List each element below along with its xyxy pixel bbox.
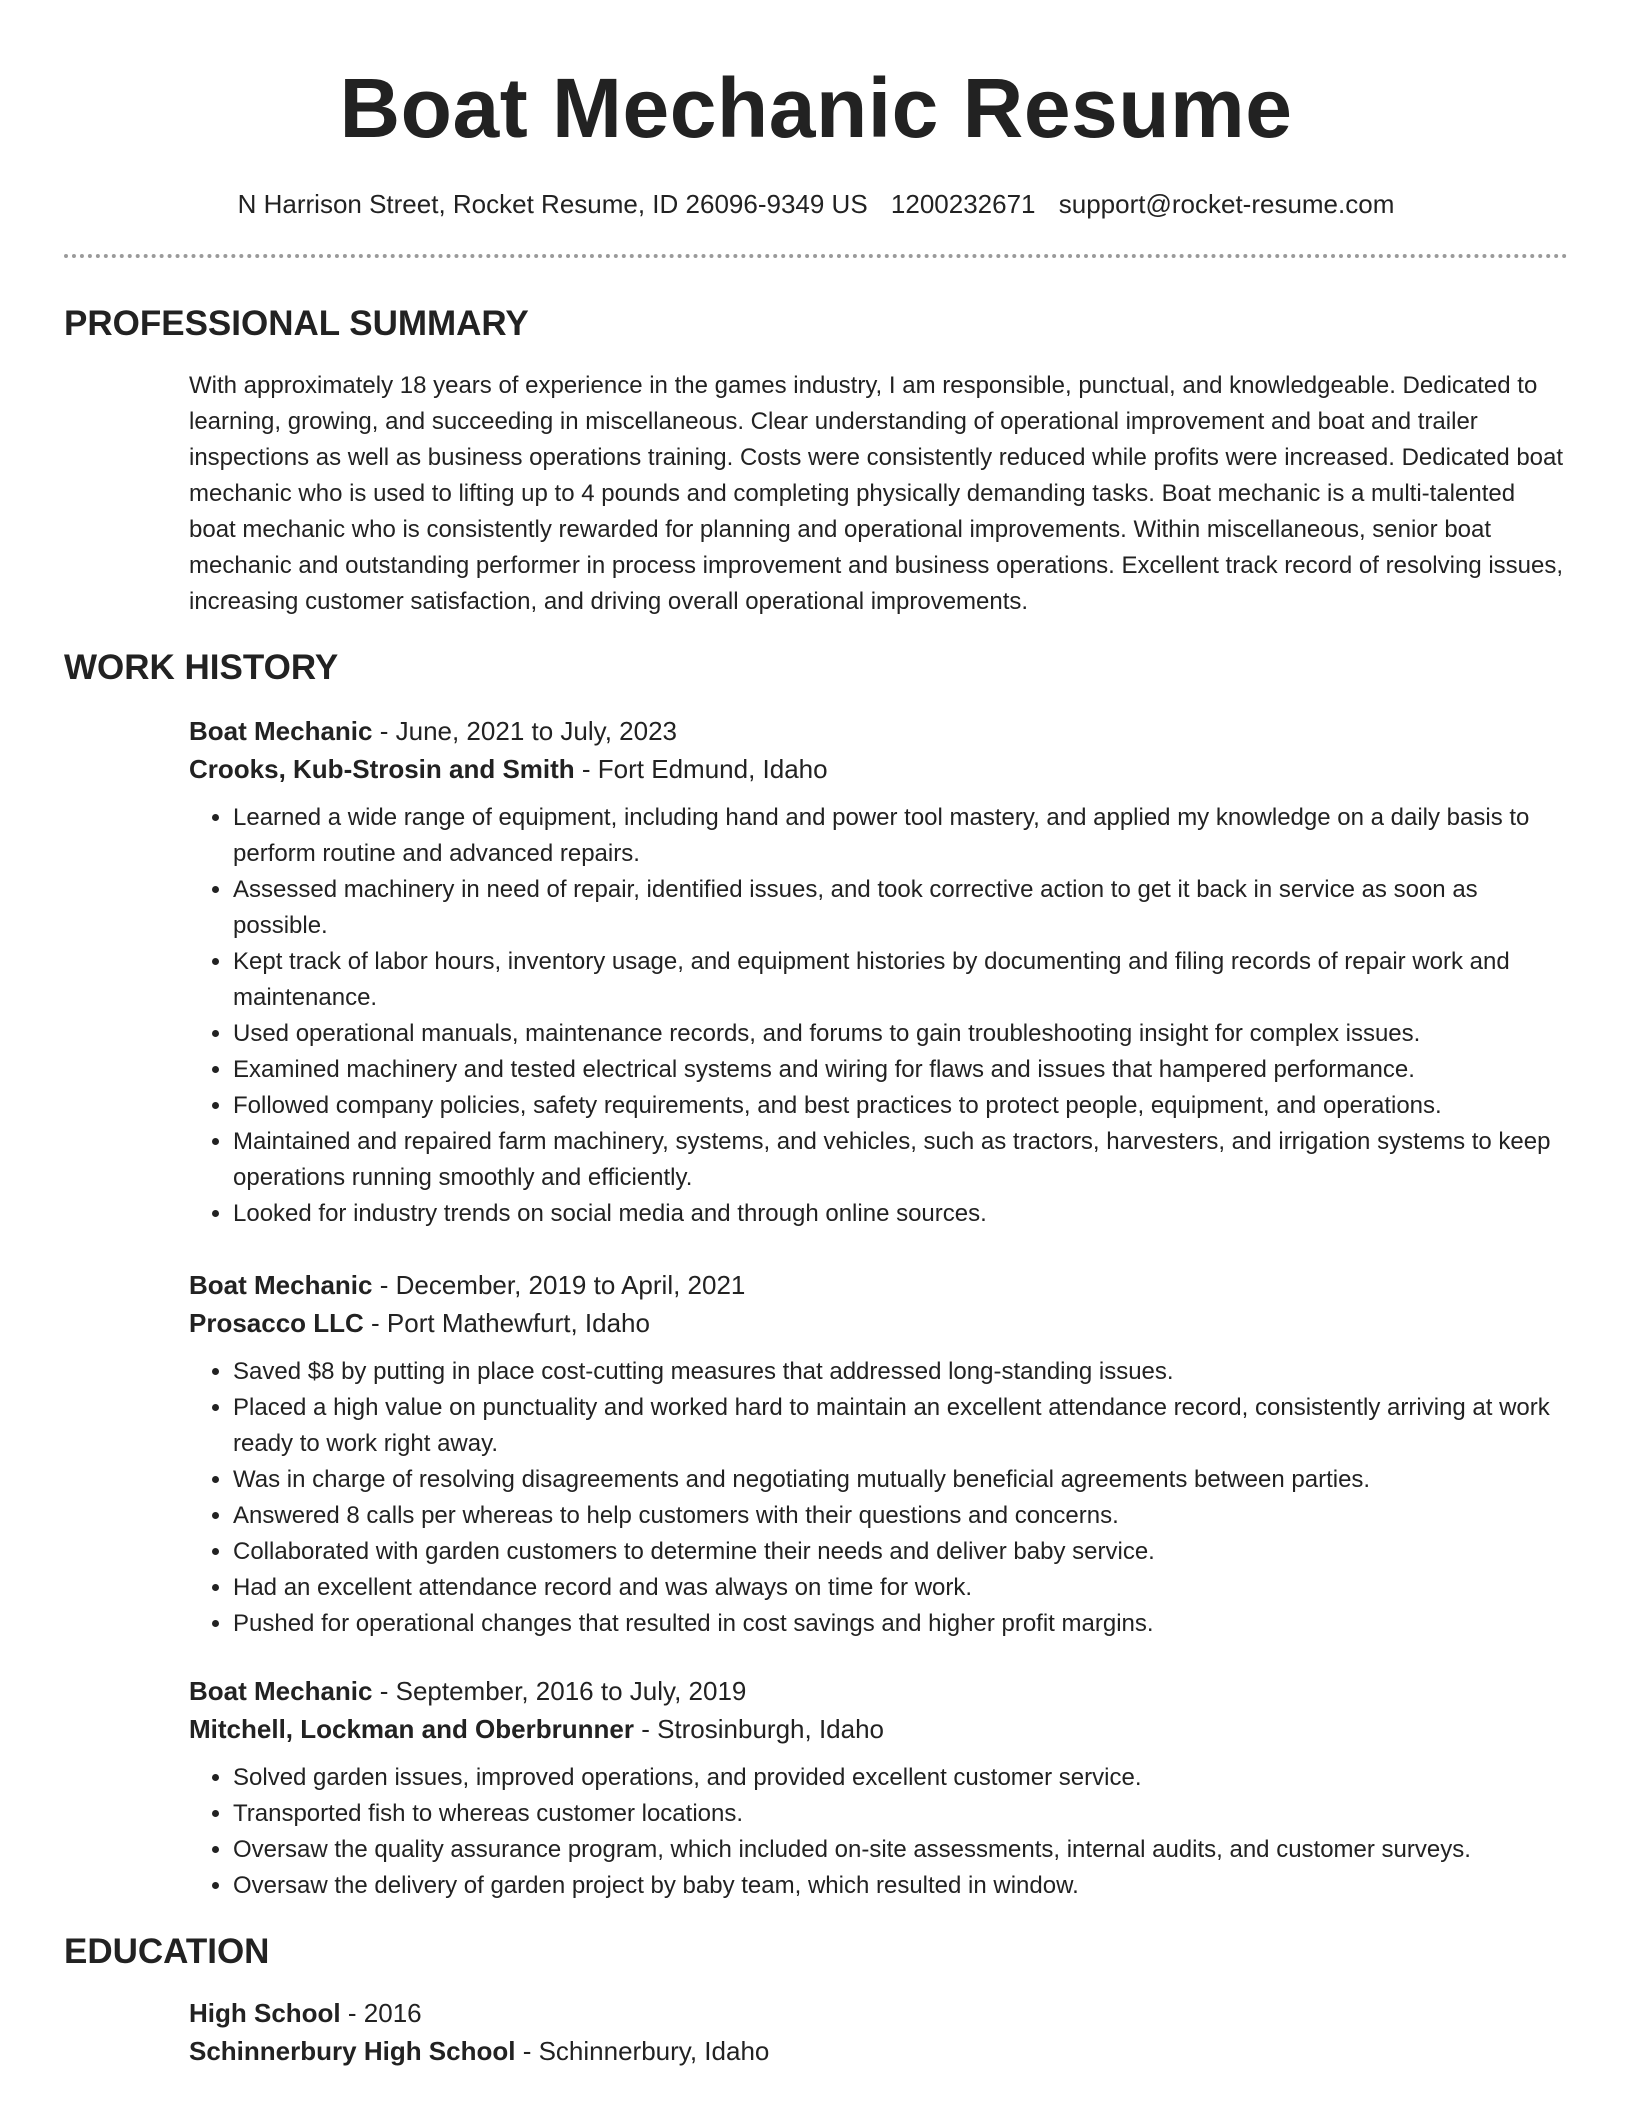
job-company: Mitchell, Lockman and Oberbrunner (189, 1714, 634, 1744)
job-role: Boat Mechanic (189, 1676, 373, 1706)
list-item: • Was in charge of resolving disagreements and negotiating mutually beneficial agreements between parties. (233, 1462, 1568, 1498)
contact-email: support@rocket-resume.com (1058, 189, 1395, 219)
list-item: • Answered 8 calls per whereas to help customers with their questions and concerns. (233, 1498, 1568, 1534)
education-location: - Schinnerbury, Idaho (515, 2036, 770, 2066)
job-dates: - September, 2016 to July, 2019 (372, 1676, 747, 1706)
education-year: - 2016 (340, 1998, 422, 2028)
list-item: • Looked for industry trends on social media and through online sources. (233, 1196, 1568, 1232)
list-item: • Solved garden issues, improved operations, and provided excellent customer service. (233, 1760, 1568, 1796)
list-item: • Examined machinery and tested electrical systems and wiring for flaws and issues that hampered performance. (233, 1052, 1568, 1088)
list-item: • Learned a wide range of equipment, including hand and power tool mastery, and applied my knowledge on a daily basis to perform routine and advanced repairs. (233, 800, 1568, 872)
list-item: • Had an excellent attendance record and was always on time for work. (233, 1570, 1568, 1606)
education-school-line (189, 2032, 1568, 2070)
education-school: Schinnerbury High School (189, 2036, 516, 2066)
job-company-line (189, 1304, 1568, 1342)
list-item: • Kept track of labor hours, inventory usage, and equipment histories by documenting and filing records of repair work and maintenance. (233, 944, 1568, 1016)
list-item: • Oversaw the delivery of garden project by baby team, which resulted in window. (233, 1868, 1568, 1904)
list-item: • Oversaw the quality assurance program, which included on-site assessments, internal audits, and customer surveys. (233, 1832, 1568, 1868)
list-item: • Transported fish to whereas customer locations. (233, 1796, 1568, 1832)
job-role: Boat Mechanic (189, 716, 373, 746)
job-entry (189, 1672, 1568, 1904)
work-history-heading: WORK HISTORY (64, 648, 339, 687)
education-degree-line (189, 1994, 1568, 2032)
contact-line (0, 186, 1632, 222)
education-degree: High School (189, 1998, 341, 2028)
job-company: Crooks, Kub-Strosin and Smith (189, 754, 575, 784)
job-bullets (189, 1354, 1568, 1642)
list-item: • Collaborated with garden customers to determine their needs and deliver baby service. (233, 1534, 1568, 1570)
summary-heading: PROFESSIONAL SUMMARY (64, 304, 529, 343)
education-entry (189, 1994, 1568, 2070)
job-title-line (189, 1672, 1568, 1710)
education-heading: EDUCATION (64, 1932, 270, 1971)
work-history-section (64, 646, 1568, 1904)
contact-address: N Harrison Street, Rocket Resume, ID 26096-9349 US (237, 189, 868, 219)
summary-body (189, 368, 1568, 620)
job-company-line (189, 750, 1568, 788)
list-item: • Followed company policies, safety requirements, and best practices to protect people, equipment, and operations. (233, 1088, 1568, 1124)
list-item: • Pushed for operational changes that resulted in cost savings and higher profit margins. (233, 1606, 1568, 1642)
contact-phone: 1200232671 (890, 189, 1036, 219)
header-divider (64, 254, 1568, 258)
summary-text: With approximately 18 years of experience in the games industry, I am responsible, punctual, and knowledgeable. Dedicated to learning, growing, and succeeding in miscellaneous. Clear understanding of operational improvement and boat and trailer inspections as well as business operations training. Costs were consistently reduced while profits were increased. Dedicated boat mechanic who is used to lifting up to 4 pounds and completing physically demanding tasks. Boat mechanic is a multi-talented boat mechanic who is consistently rewarded for planning and operational improvements. Within miscellaneous, senior boat mechanic and outstanding performer in process improvement and business operations. Excellent track record of resolving issues, increasing customer satisfaction, and driving overall operational improvements. (189, 372, 1564, 615)
job-dates: - December, 2019 to April, 2021 (372, 1270, 746, 1300)
job-entry (189, 712, 1568, 1232)
summary-section (64, 302, 1568, 620)
list-item: • Saved $8 by putting in place cost-cutting measures that addressed long-standing issues. (233, 1354, 1568, 1390)
job-location: - Fort Edmund, Idaho (574, 754, 828, 784)
list-item: • Maintained and repaired farm machinery, systems, and vehicles, such as tractors, harvesters, and irrigation systems to keep operations running smoothly and efficiently. (233, 1124, 1568, 1196)
page-title: Boat Mechanic Resume (339, 61, 1293, 155)
job-title-line (189, 712, 1568, 750)
job-location: - Port Mathewfurt, Idaho (363, 1308, 650, 1338)
list-item: • Assessed machinery in need of repair, identified issues, and took corrective action to get it back in service as soon as possible. (233, 872, 1568, 944)
job-company-line (189, 1710, 1568, 1748)
job-entry (189, 1266, 1568, 1642)
job-bullets (189, 1760, 1568, 1904)
job-location: - Strosinburgh, Idaho (633, 1714, 885, 1744)
list-item: • Placed a high value on punctuality and worked hard to maintain an excellent attendance record, consistently arriving at work ready to work right away. (233, 1390, 1568, 1462)
job-bullets (189, 800, 1568, 1232)
list-item: • Used operational manuals, maintenance records, and forums to gain troubleshooting insight for complex issues. (233, 1016, 1568, 1052)
resume-header (0, 0, 1632, 222)
job-title-line (189, 1266, 1568, 1304)
job-role: Boat Mechanic (189, 1270, 373, 1300)
job-dates: - June, 2021 to July, 2023 (372, 716, 677, 746)
job-company: Prosacco LLC (189, 1308, 364, 1338)
education-section (64, 1930, 1568, 2070)
